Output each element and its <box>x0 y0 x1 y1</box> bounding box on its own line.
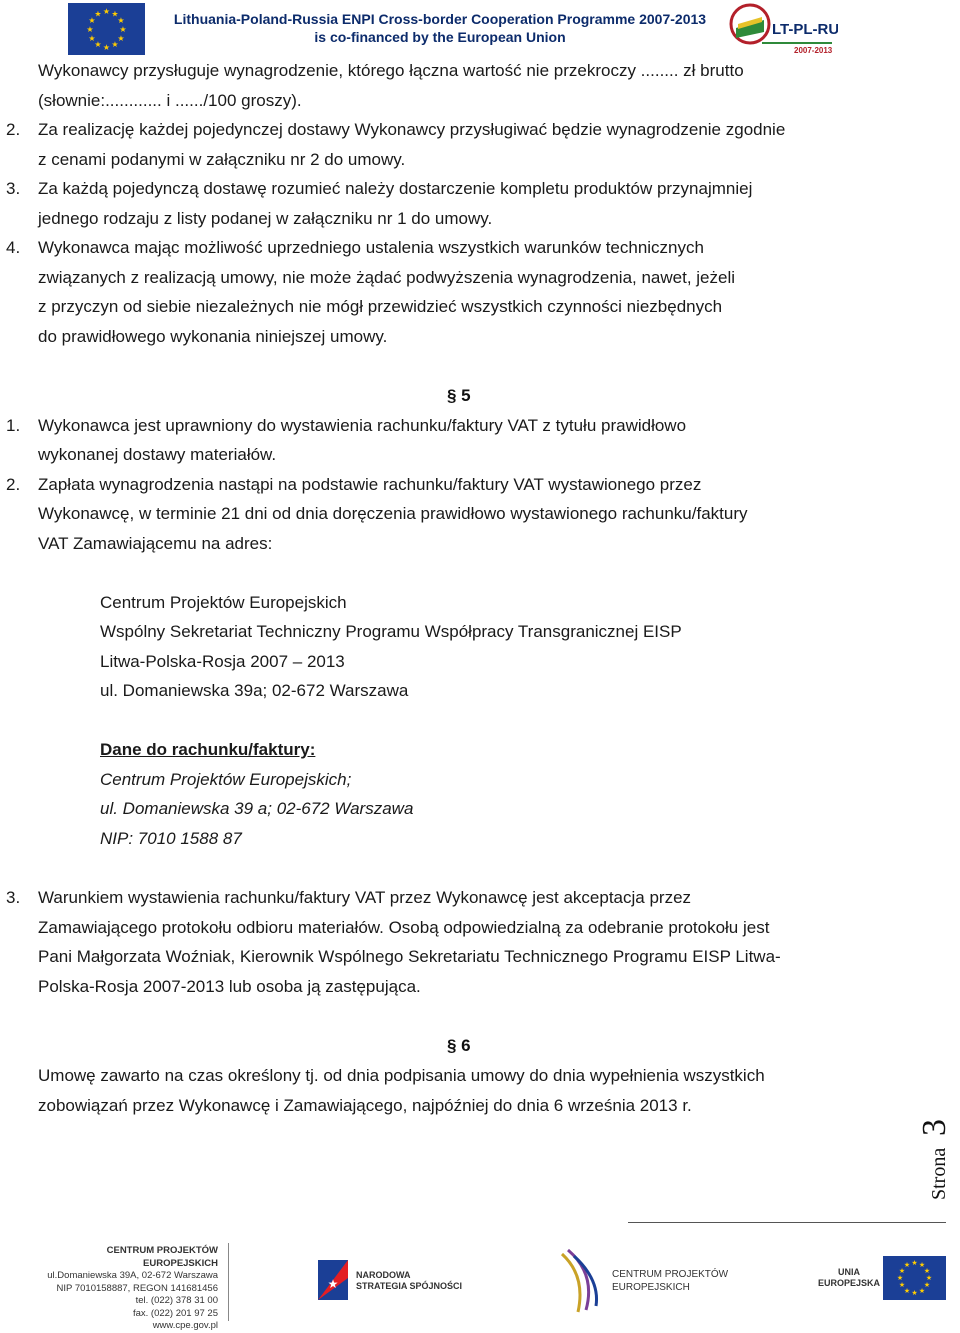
svg-text:★: ★ <box>903 1287 911 1295</box>
svg-text:★: ★ <box>111 9 119 19</box>
footer-org: CENTRUM PROJEKTÓW EUROPEJSKICH <box>106 1245 218 1269</box>
section-6-heading: § 6 <box>447 1036 471 1055</box>
page-number: 3 <box>916 1119 953 1136</box>
paragraph-1b: (słownie:............ i ....../100 groszy). <box>38 91 302 110</box>
paragraph-4b: związanych z realizacją umowy, nie może żądać podwyższenia wynagrodzenia, nawet, jeżeli <box>38 268 736 287</box>
eu-line1: UNIA <box>838 1267 860 1277</box>
item-number-3: 3. <box>6 179 21 198</box>
svg-text:★: ★ <box>923 1281 931 1289</box>
lt-pl-ru-logo <box>728 2 838 54</box>
cpe-emblem-icon <box>556 1246 736 1316</box>
svg-text:★: ★ <box>327 1277 339 1291</box>
s5-paragraph-3c: Pani Małgorzata Woźniak, Kierownik Wspólnego Sekretariatu Technicznego Programu EISP Litwa- <box>38 947 781 966</box>
programme-emblem-icon <box>728 2 838 54</box>
svg-text:★: ★ <box>117 16 125 25</box>
page-number-marker <box>905 1110 960 1210</box>
paragraph-2a: Za realizację każdej pojedynczej dostawy Wykonawcy przysługiwać będzie wynagrodzenie zgodnie <box>38 120 786 139</box>
eu-stars-icon <box>68 3 145 55</box>
s5-paragraph-1a: Wykonawca jest uprawniony do wystawienia rachunku/faktury VAT z tytułu prawidłowo <box>38 416 687 435</box>
s5-paragraph-1b: wykonanej dostawy materiałów. <box>38 445 277 464</box>
svg-text:★: ★ <box>94 40 102 49</box>
svg-text:★: ★ <box>111 40 119 49</box>
address-line-1: Centrum Projektów Europejskich <box>100 593 347 612</box>
footer-tel: tel. (022) 378 31 00 <box>135 1295 218 1306</box>
nss-logo <box>312 1248 462 1310</box>
paragraph-1a: Wykonawcy przysługuje wynagrodzenie, którego łączna wartość nie przekroczy ........ zł brutto <box>38 61 744 80</box>
footer-fax: fax. (022) 201 97 25 <box>132 1307 218 1319</box>
eu-footer-logo <box>815 1252 950 1308</box>
s5-paragraph-2b: Wykonawcę, w terminie 21 dni od dnia doręczenia prawidłowo wystawionego rachunku/faktury <box>38 504 748 523</box>
address-line-4: ul. Domaniewska 39a; 02-672 Warszawa <box>100 681 409 700</box>
svg-text:★: ★ <box>102 43 111 52</box>
s5-paragraph-3b: Zamawiającego protokołu odbioru materiałów. Osobą odpowiedzialną za odebranie protokołu jest <box>38 918 770 937</box>
svg-text:★: ★ <box>88 16 96 25</box>
s6-paragraph-1b: zobowiązań przez Wykonawcę i Zamawiającego, najpóźniej do dnia 6 września 2013 r. <box>38 1096 692 1115</box>
s5-item-number-1: 1. <box>6 416 21 435</box>
footer-www: www.cpe.gov.pl <box>152 1320 218 1331</box>
footer-divider <box>628 1222 946 1223</box>
eu-footer-stars-icon <box>815 1252 950 1308</box>
s5-paragraph-2c: VAT Zamawiającemu na adres: <box>38 534 273 553</box>
header-line1: Lithuania-Poland-Russia ENPI Cross-border Cooperation Programme 2007-2013 <box>173 11 707 27</box>
cpe-logo <box>556 1246 736 1316</box>
invoice-line-3: NIP: 7010 1588 87 <box>100 829 242 848</box>
logo-label: LT-PL-RU <box>772 21 838 38</box>
svg-text:★: ★ <box>898 1267 906 1275</box>
footer-separator <box>228 1243 229 1321</box>
logo-years: 2007-2013 <box>794 46 833 54</box>
svg-text:★: ★ <box>911 1259 918 1267</box>
eu-flag-logo <box>68 3 145 55</box>
cpe-line1: CENTRUM PROJEKTÓW <box>612 1269 729 1280</box>
paragraph-2b: z cenami podanymi w załączniku nr 2 do umowy. <box>38 150 406 169</box>
svg-text:★: ★ <box>898 1281 906 1289</box>
section-5-heading: § 5 <box>447 386 471 405</box>
address-line-2: Wspólny Sekretariat Techniczny Programu Współpracy Transgranicznej EISP <box>100 622 682 641</box>
s5-item-number-3: 3. <box>6 888 21 907</box>
header-programme-text <box>160 10 720 46</box>
svg-text:★: ★ <box>117 34 125 43</box>
paragraph-4a: Wykonawca mając możliwość uprzedniego ustalenia wszystkich warunków technicznych <box>38 238 704 257</box>
s5-paragraph-2a: Zapłata wynagrodzenia nastąpi na podstawie rachunku/faktury VAT wystawionego przez <box>38 475 702 494</box>
footer-nip: NIP 7010158887, REGON 141681456 <box>56 1282 218 1294</box>
svg-text:★: ★ <box>102 7 111 16</box>
header-line2: is co-financed by the European Union <box>314 29 566 45</box>
svg-text:★: ★ <box>918 1261 926 1269</box>
item-number-4: 4. <box>6 238 21 257</box>
s5-paragraph-3a: Warunkiem wystawienia rachunku/faktury VAT przez Wykonawcę jest akceptacja przez <box>38 888 692 907</box>
svg-text:★: ★ <box>918 1287 926 1295</box>
s5-paragraph-3d: Polska-Rosja 2007-2013 lub osoba ją zastępująca. <box>38 977 421 996</box>
svg-text:★: ★ <box>923 1267 931 1275</box>
nss-line2: STRATEGIA SPÓJNOŚCI <box>356 1281 462 1291</box>
paragraph-3a: Za każdą pojedynczą dostawę rozumieć należy dostarczenie kompletu produktów przynajmniej <box>38 179 753 198</box>
svg-text:★: ★ <box>86 25 94 34</box>
paragraph-4d: do prawidłowego wykonania niniejszej umowy. <box>38 327 388 346</box>
eu-line2: EUROPEJSKA <box>817 1278 881 1288</box>
s5-item-number-2: 2. <box>6 475 21 494</box>
paragraph-4c: z przyczyn od siebie niezależnych nie mógł przewidzieć wszystkich czynności niezbędnych <box>38 297 723 316</box>
footer-street: ul.Domaniewska 39A, 02-672 Warszawa <box>47 1270 218 1281</box>
nss-line1: NARODOWA <box>356 1270 411 1280</box>
svg-text:★: ★ <box>94 9 102 19</box>
item-number-2: 2. <box>6 120 21 139</box>
invoice-heading: Dane do rachunku/faktury: <box>100 740 316 759</box>
svg-text:★: ★ <box>88 34 96 43</box>
page-label: Strona <box>928 1147 950 1200</box>
nss-emblem-icon <box>312 1248 462 1310</box>
paragraph-3b: jednego rodzaju z listy podanej w załączniku nr 1 do umowy. <box>38 209 493 228</box>
cpe-line2: EUROPEJSKICH <box>612 1282 690 1293</box>
s6-paragraph-1a: Umowę zawarto na czas określony tj. od dnia podpisania umowy do dnia wypełnienia wszystkich <box>38 1066 765 1085</box>
svg-text:★: ★ <box>903 1261 911 1269</box>
address-line-3: Litwa-Polska-Rosja 2007 – 2013 <box>100 652 345 671</box>
svg-text:★: ★ <box>925 1274 933 1282</box>
invoice-line-1: Centrum Projektów Europejskich; <box>100 770 352 789</box>
svg-text:★: ★ <box>911 1289 918 1297</box>
svg-text:★: ★ <box>119 25 127 34</box>
footer-address-block <box>38 1245 218 1333</box>
invoice-line-2: ul. Domaniewska 39 a; 02-672 Warszawa <box>100 799 414 818</box>
svg-text:★: ★ <box>896 1274 904 1282</box>
